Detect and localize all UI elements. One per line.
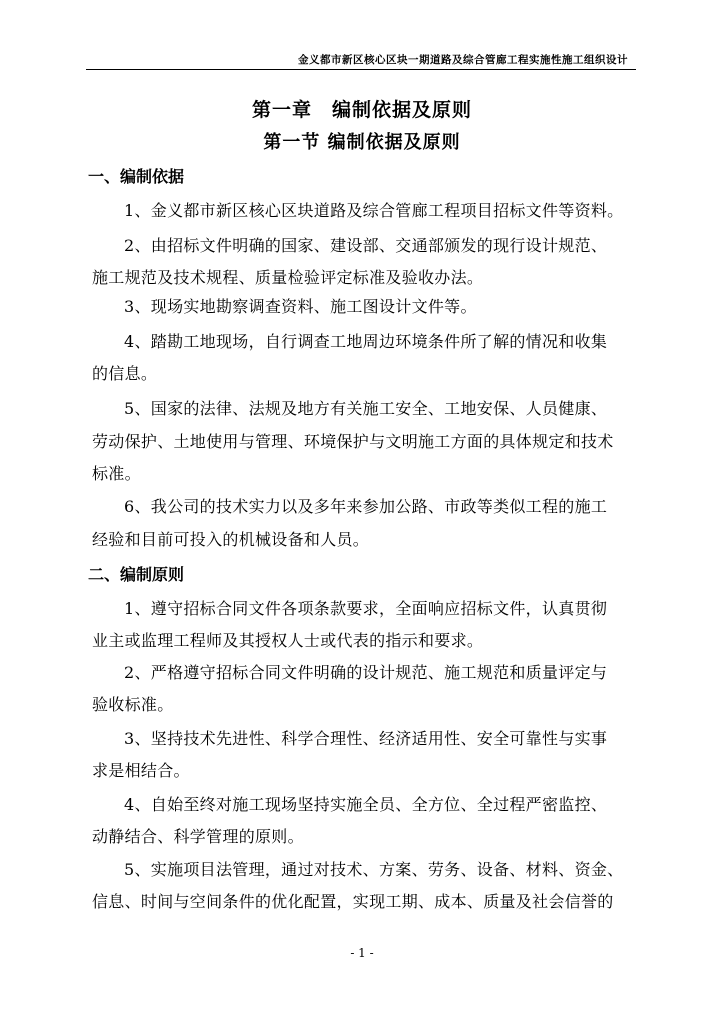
paragraph-line: 5、国家的法律、法规及地方有关施工安全、工地安保、人员健康、	[124, 399, 608, 418]
running-header: 金义都市新区核心区块一期道路及综合管廊工程实施性施工组织设计	[298, 54, 628, 66]
heading-basis: 一、编制依据	[88, 167, 185, 186]
paragraph-line: 5、实施项目法管理，通过对技术、方案、劳务、设备、材料、资金、	[124, 860, 624, 879]
paragraph-line: 劳动保护、土地使用与管理、环境保护与文明施工方面的具体规定和技术	[92, 432, 614, 451]
paragraph-line: 6、我公司的技术实力以及多年来参加公路、市政等类似工程的施工	[124, 497, 608, 516]
paragraph-line: 4、踏勘工地现场，自行调查工地周边环境条件所了解的情况和收集	[124, 332, 608, 351]
paragraph-line: 求是相结合。	[92, 761, 190, 780]
heading-principles: 二、编制原则	[88, 565, 185, 584]
paragraph-line: 动静结合、科学管理的原则。	[92, 827, 304, 846]
paragraph-line: 2、由招标文件明确的国家、建设部、交通部颁发的现行设计规范、	[124, 236, 608, 255]
page-number: - 1 -	[350, 946, 374, 960]
paragraph-line: 2、严格遵守招标合同文件明确的设计规范、施工规范和质量评定与	[124, 663, 608, 682]
section-title: 第一节 编制依据及原则	[263, 132, 461, 153]
paragraph-line: 4、自始至终对施工现场坚持实施全员、全方位、全过程严密监控、	[124, 795, 608, 814]
paragraph-line: 验收标准。	[92, 695, 174, 714]
paragraph-line: 经验和目前可投入的机械设备和人员。	[92, 530, 370, 549]
paragraph-line: 3、坚持技术先进性、科学合理性、经济适用性、安全可靠性与实事	[124, 729, 608, 748]
paragraph-line: 1、遵守招标合同文件各项条款要求，全面响应招标文件，认真贯彻	[124, 599, 608, 618]
header-rule	[86, 69, 636, 70]
paragraph-line: 的信息。	[92, 364, 158, 383]
paragraph-line: 3、现场实地勘察调查资料、施工图设计文件等。	[124, 297, 477, 316]
paragraph-line: 施工规范及技术规程、质量检验评定标准及验收办法。	[92, 268, 484, 287]
paragraph-line: 信息、时间与空间条件的优化配置，实现工期、成本、质量及社会信誉的	[92, 892, 614, 911]
paragraph-line: 1、金义都市新区核心区块道路及综合管廊工程项目招标文件等资料。	[124, 201, 624, 220]
paragraph-line: 业主或监理工程师及其授权人士或代表的指示和要求。	[92, 631, 484, 650]
paragraph-line: 标准。	[92, 464, 141, 483]
chapter-title: 第一章 编制依据及原则	[251, 99, 472, 121]
